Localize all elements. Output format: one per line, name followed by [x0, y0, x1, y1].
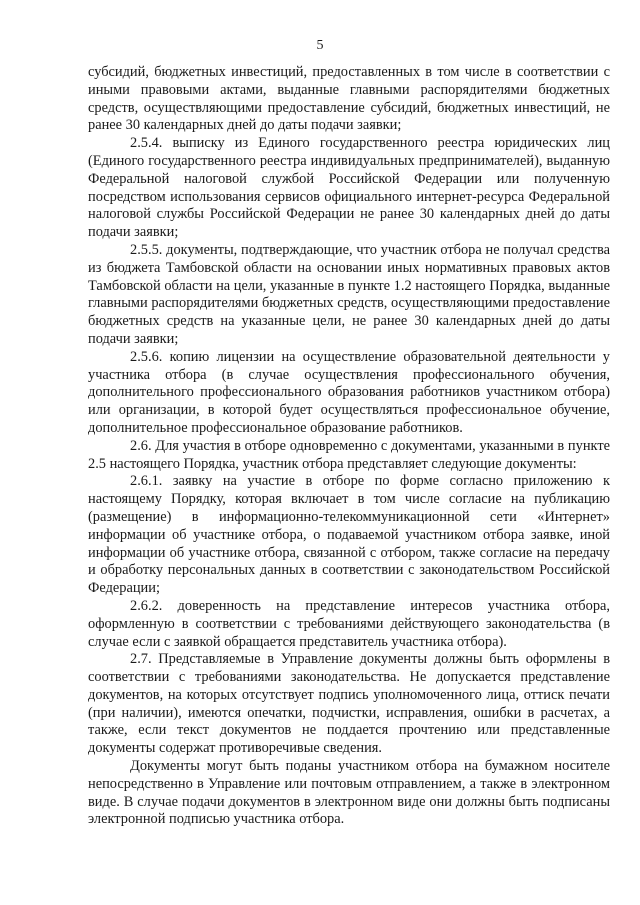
- page-number: 5: [316, 38, 324, 53]
- paragraph-submission-methods: Документы могут быть поданы участником отбора на бумажном носителе непосредственно в Управление или почтовым отправлением, а также в электронном виде. В случае подачи документов в электронном виде они должны быть подписаны электронной подписью участника отбора.: [88, 758, 610, 828]
- paragraph-2-6-2: 2.6.2. доверенность на представление интересов участника отбора, оформленную в соответствии с требованиями действующего законодательства (в случае если с заявкой обращается представитель участника отбора).: [88, 597, 610, 650]
- paragraph-2-6: 2.6. Для участия в отборе одновременно с документами, указанными в пункте 2.5 настоящего Порядка, участник отбора представляет следующие документы:: [88, 437, 610, 472]
- paragraph-2-5-4: 2.5.4. выписку из Единого государственного реестра юридических лиц (Единого государственного реестра индивидуальных предпринимателей), выданную Федеральной налоговой службой Российской Федерации или полученную посредством использования сервисов официального интернет-ресурса Федеральной налоговой службы Российской Федерации не ранее 30 календарных дней до даты подачи заявки;: [88, 135, 610, 241]
- paragraph-2-7: 2.7. Представляемые в Управление документы должны быть оформлены в соответствии с требованиями законодательства. Не допускается представление документов, на которых отсутствует подпись уполномоченного лица, оттиск печати (при наличии), имеются опечатки, подчистки, исправления, ошибки в расчетах, а также, если текст документов не поддается прочтению или представленные документы содержат противоречивые сведения.: [88, 651, 610, 757]
- paragraph-subsidies-continuation: субсидий, бюджетных инвестиций, предоставленных в том числе в соответствии с иными правовыми актами, выданные главными распорядителями бюджетных средств, осуществляющими предоставление субсидий, бюджетных инвестиций, не ранее 30 календарных дней до даты подачи заявки;: [88, 64, 610, 134]
- document-body: [88, 64, 610, 829]
- paragraph-2-6-1: 2.6.1. заявку на участие в отборе по форме согласно приложению к настоящему Порядку, которая включает в том числе согласие на публикацию (размещение) в информационно-телекоммуникационной сети «Интернет» информации об участнике отбора, о подаваемой участником отбора заявке, иной информации об участнике отбора, связанной с отбором, также согласие на передачу и обработку персональных данных в соответствии с законодательством Российской Федерации;: [88, 473, 610, 597]
- paragraph-2-5-6: 2.5.6. копию лицензии на осуществление образовательной деятельности у участника отбора (в случае осуществления профессионального обучения, дополнительного профессионального образования работников участником отбора) или организации, в которой будет осуществляться профессиональное обучение, дополнительное профессиональное образование работников.: [88, 348, 610, 436]
- paragraph-2-5-5: 2.5.5. документы, подтверждающие, что участник отбора не получал средства из бюджета Тамбовской области на основании иных нормативных правовых актов Тамбовской области на цели, указанные в пункте 1.2 настоящего Порядка, выданные главными распорядителями бюджетных средств, осуществляющими предоставление бюджетных средств на указанные цели, не ранее 30 календарных дней до даты подачи заявки;: [88, 241, 610, 347]
